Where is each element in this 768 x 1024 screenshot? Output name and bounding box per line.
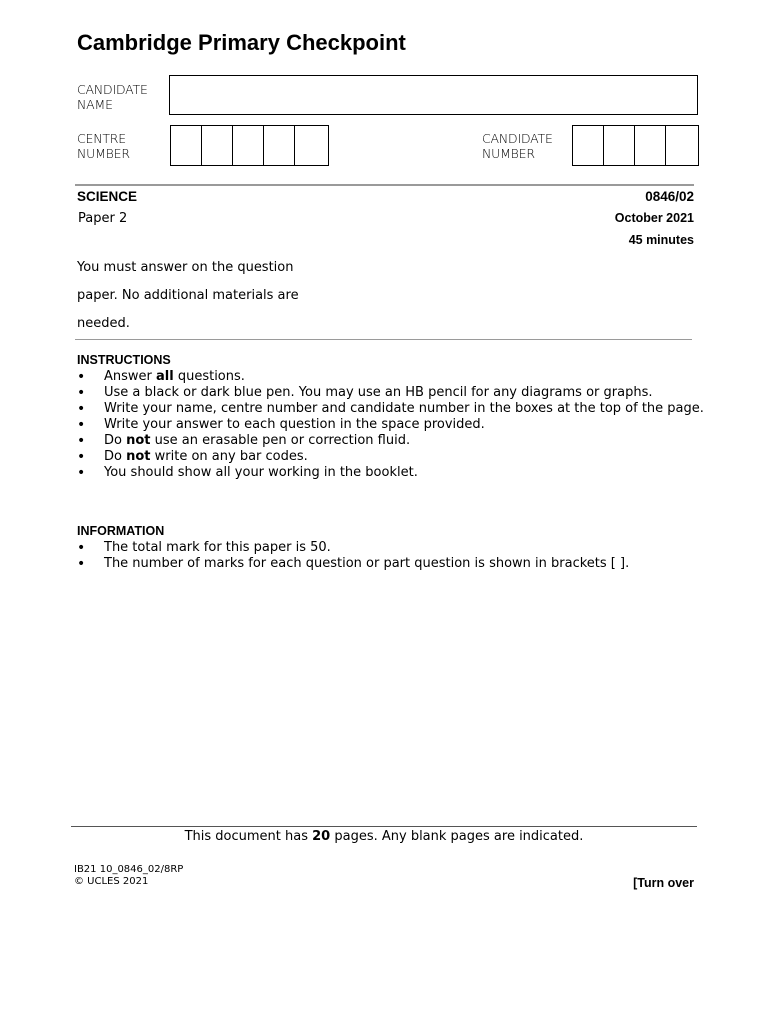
page-count-note: This document has 20 pages. Any blank pages are indicated. [184,829,584,844]
footer-divider [71,826,697,827]
paper-name: Paper 2 [78,211,128,226]
turn-over-note: [Turn over [633,876,694,890]
requirement-line: needed. [77,316,130,331]
instruction-item: • Do not use an erasable pen or correction fluid. [77,433,704,449]
instruction-item: • You should show all your working in the booklet. [77,465,704,481]
candidate-number-label [482,131,553,161]
exam-duration: 45 minutes [628,233,694,247]
information-list [77,540,629,572]
paper-code: 0846/02 [645,189,694,204]
information-heading: INFORMATION [77,524,165,538]
exam-session: October 2021 [614,211,694,225]
instruction-item: • Do not write on any bar codes. [77,449,704,465]
information-item: • The number of marks for each question or part question is shown in brackets [ ]. [77,556,629,572]
requirement-line: paper. No additional materials are [77,288,299,303]
centre-number-digit-box[interactable] [171,126,202,165]
page-title: Cambridge Primary Checkpoint [77,30,406,55]
candidate-number-digit-box[interactable] [635,126,666,165]
centre-number-label [77,131,130,161]
candidate-name-field[interactable] [169,75,698,115]
candidate-number-digit-box[interactable] [666,126,697,165]
information-item: • The total mark for this paper is 50. [77,540,629,556]
requirement-line: You must answer on the question [77,260,294,275]
header-divider [75,184,694,186]
instructions-list [77,369,704,481]
centre-number-label-line-1: CENTRE [77,131,126,146]
page-count: 20 [312,829,331,844]
centre-number-digit-box[interactable] [295,126,326,165]
candidate-name-label-line-1: CANDIDATE [77,82,148,97]
centre-number-label-line-2: NUMBER [77,146,130,161]
candidate-name-label-line-2: NAME [77,97,113,112]
candidate-number-digit-box[interactable] [604,126,635,165]
candidate-number-label-line-1: CANDIDATE [482,131,553,146]
centre-number-digit-box[interactable] [202,126,233,165]
candidate-number-digit-box[interactable] [573,126,604,165]
centre-number-boxes[interactable] [170,125,329,166]
centre-number-digit-box[interactable] [233,126,264,165]
instruction-item: • Write your answer to each question in the space provided. [77,417,704,433]
document-reference: IB21 10_0846_02/8RP [74,864,184,875]
subject: SCIENCE [77,189,138,204]
details-divider [75,339,692,340]
candidate-number-boxes[interactable] [572,125,699,166]
instruction-item: • Write your name, centre number and candidate number in the boxes at the top of the page. [77,401,704,417]
copyright: © UCLES 2021 [74,876,149,887]
candidate-name-label [77,82,148,112]
candidate-number-label-line-2: NUMBER [482,146,535,161]
instruction-item: • Use a black or dark blue pen. You may use an HB pencil for any diagrams or graphs. [77,385,704,401]
centre-number-digit-box[interactable] [264,126,295,165]
materials-requirement [77,260,299,344]
instruction-item: • Answer all questions. [77,369,704,385]
instructions-heading: INSTRUCTIONS [77,353,171,367]
